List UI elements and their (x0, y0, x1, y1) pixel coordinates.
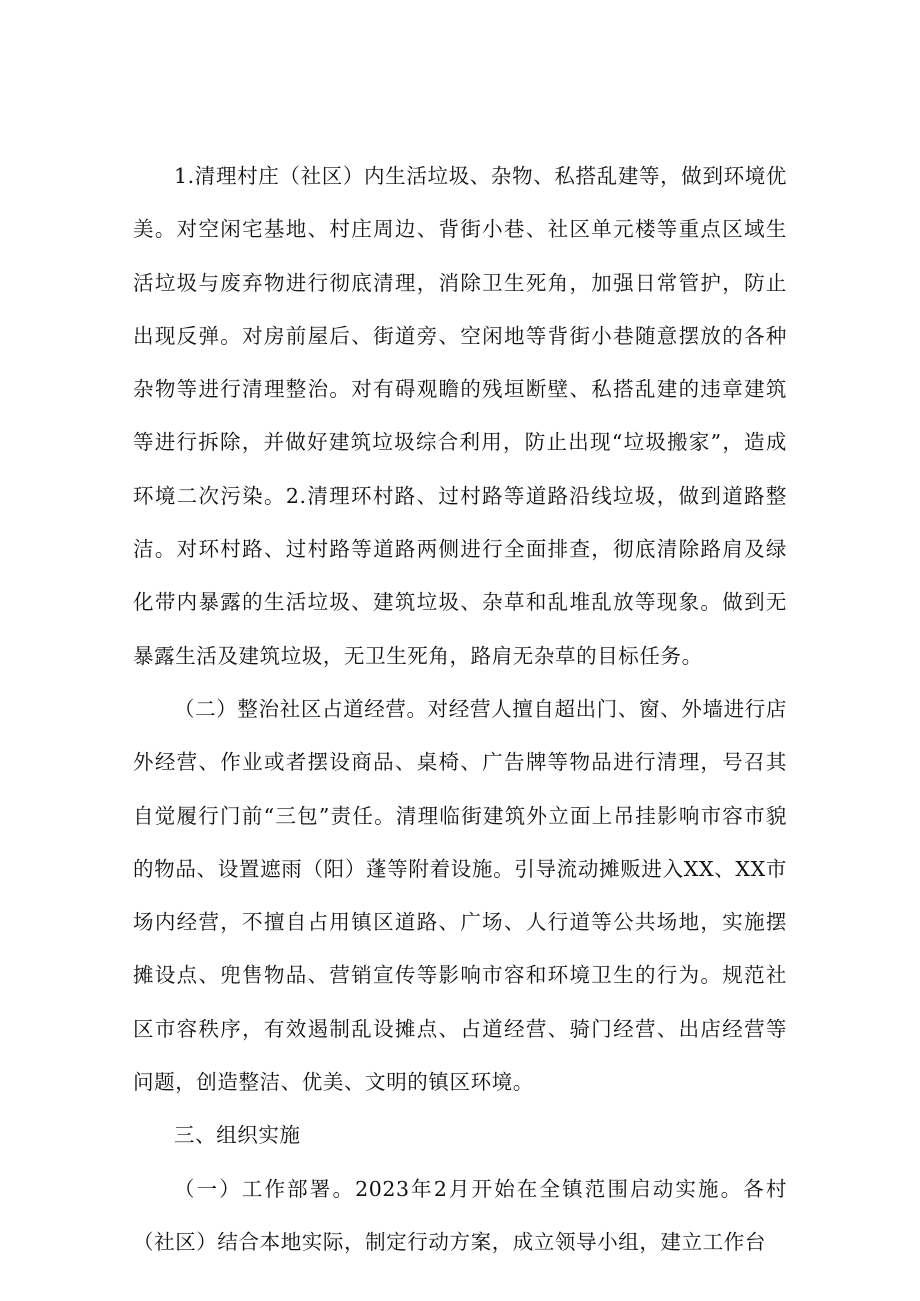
paragraph-street-vending: （二）整治社区占道经营。对经营人擅自超出门、窗、外墙进行店外经营、作业或者摆设商品、桌椅、广告牌等物品进行清理，号召其自觉履行门前“三包”责任。清理临街建筑外立面上吊挂影响市容市貌的物品、设置遮雨（阳）蓬等附着设施。引导流动摊贩进入XX、XX市场内经营，不擅自占用镇区道路、广场、人行道等公共场地，实施摆摊设点、兜售物品、营销宣传等影响市容和环境卫生的行为。规范社区市容秩序，有效遏制乱设摊点、占道经营、骑门经营、出店经营等问题，创造整洁、优美、文明的镇区环境。 (133, 696, 787, 1095)
paragraph-work-deployment: （一）工作部署。2023年2月开始在全镇范围启动实施。各村（社区）结合本地实际，制定行动方案，成立领导小组，建立工作台 (133, 1176, 787, 1254)
paragraph-cleanup-tasks: 1.清理村庄（社区）内生活垃圾、杂物、私搭乱建等，做到环境优美。对空闲宅基地、村庄周边、背街小巷、社区单元楼等重点区域生活垃圾与废弃物进行彻底清理，消除卫生死角，加强日常管护，防止出现反弹。对房前屋后、街道旁、空闲地等背街小巷随意摆放的各种杂物等进行清理整治。对有碍观瞻的残垣断壁、私搭乱建的违章建筑等进行拆除，并做好建筑垃圾综合利用，防止出现“垃圾搬家”，造成环境二次污染。2.清理环村路、过村路等道路沿线垃圾，做到道路整洁。对环村路、过村路等道路两侧进行全面排查，彻底清除路肩及绿化带内暴露的生活垃圾、建筑垃圾、杂草和乱堆乱放等现象。做到无暴露生活及建筑垃圾，无卫生死角，路肩无杂草的目标任务。 (133, 164, 787, 668)
document-page (133, 150, 787, 1269)
section-heading-implementation: 三、组织实施 (174, 1123, 301, 1148)
